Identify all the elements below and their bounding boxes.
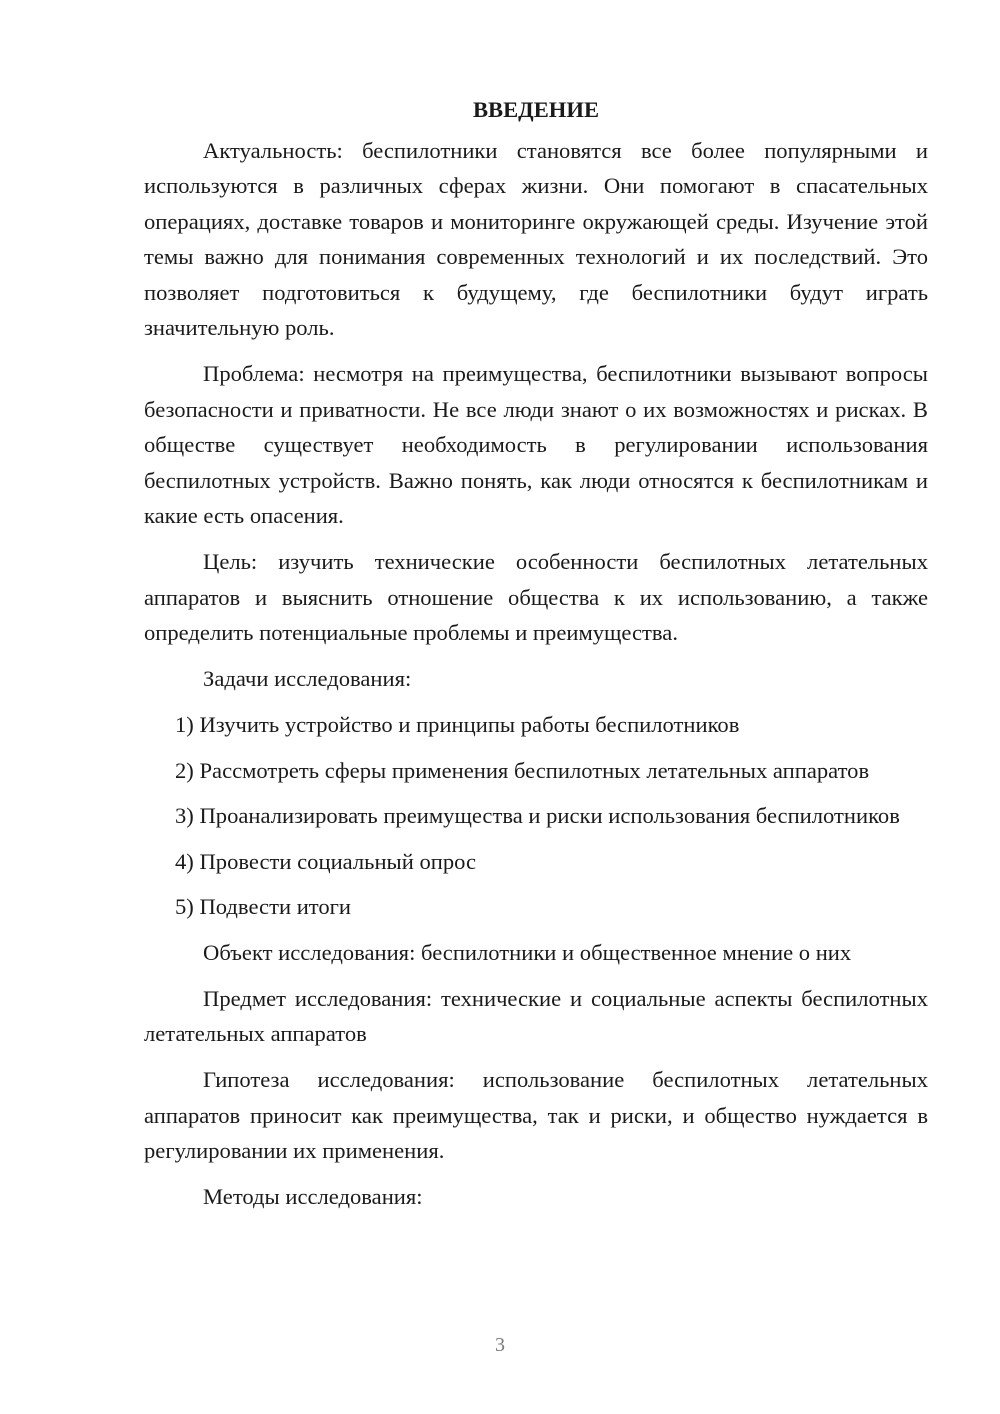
paragraph-object: Объект исследования: беспилотники и общественное мнение о них bbox=[203, 939, 852, 965]
tasks-list bbox=[144, 707, 928, 925]
list-item: 2) Рассмотреть сферы применения беспилотных летательных аппаратов bbox=[175, 757, 870, 783]
list-item: 4) Провести социальный опрос bbox=[175, 848, 477, 874]
page-number: 3 bbox=[495, 1334, 505, 1356]
list-item: 1) Изучить устройство и принципы работы беспилотников bbox=[175, 712, 740, 737]
paragraph-relevance: Актуальность: беспилотники становятся все более популярными и используются в различных сферах жизни. Они помогают в спасательных операциях, доставке товаров и мониторинге окружающей среды. Изучение этой темы важно для понимания современных технологий и их последствий. Это позволяет подготовиться к будущему, где беспилотники будут играть значительную роль. bbox=[144, 137, 928, 340]
paragraph-methods: Методы исследования: bbox=[203, 1184, 423, 1209]
document-page bbox=[144, 92, 928, 1225]
paragraph-subject: Предмет исследования: технические и социальные аспекты беспилотных летательных аппаратов bbox=[144, 985, 928, 1046]
paragraph-hypothesis: Гипотеза исследования: использование беспилотных летательных аппаратов приносит как преимущества, так и риски, и общество нуждается в регулировании их применения. bbox=[144, 1067, 928, 1163]
paragraph-problem: Проблема: несмотря на преимущества, беспилотники вызывают вопросы безопасности и приватности. Не все люди знают о их возможностях и рисках. В обществе существует необходимость в регулировании использования беспилотных устройств. Важно понять, как люди относятся к беспилотникам и какие есть опасения. bbox=[144, 361, 928, 528]
paragraph-goal: Цель: изучить технические особенности беспилотных летательных аппаратов и выяснить отношение общества к их использованию, а также определить потенциальные проблемы и преимущества. bbox=[144, 549, 928, 645]
list-item: 3) Проанализировать преимущества и риски использования беспилотников bbox=[175, 803, 900, 828]
document-title: ВВЕДЕНИЕ bbox=[472, 97, 600, 122]
list-item: 5) Подвести итоги bbox=[175, 894, 352, 919]
paragraph-tasks-heading: Задачи исследования: bbox=[203, 666, 412, 691]
